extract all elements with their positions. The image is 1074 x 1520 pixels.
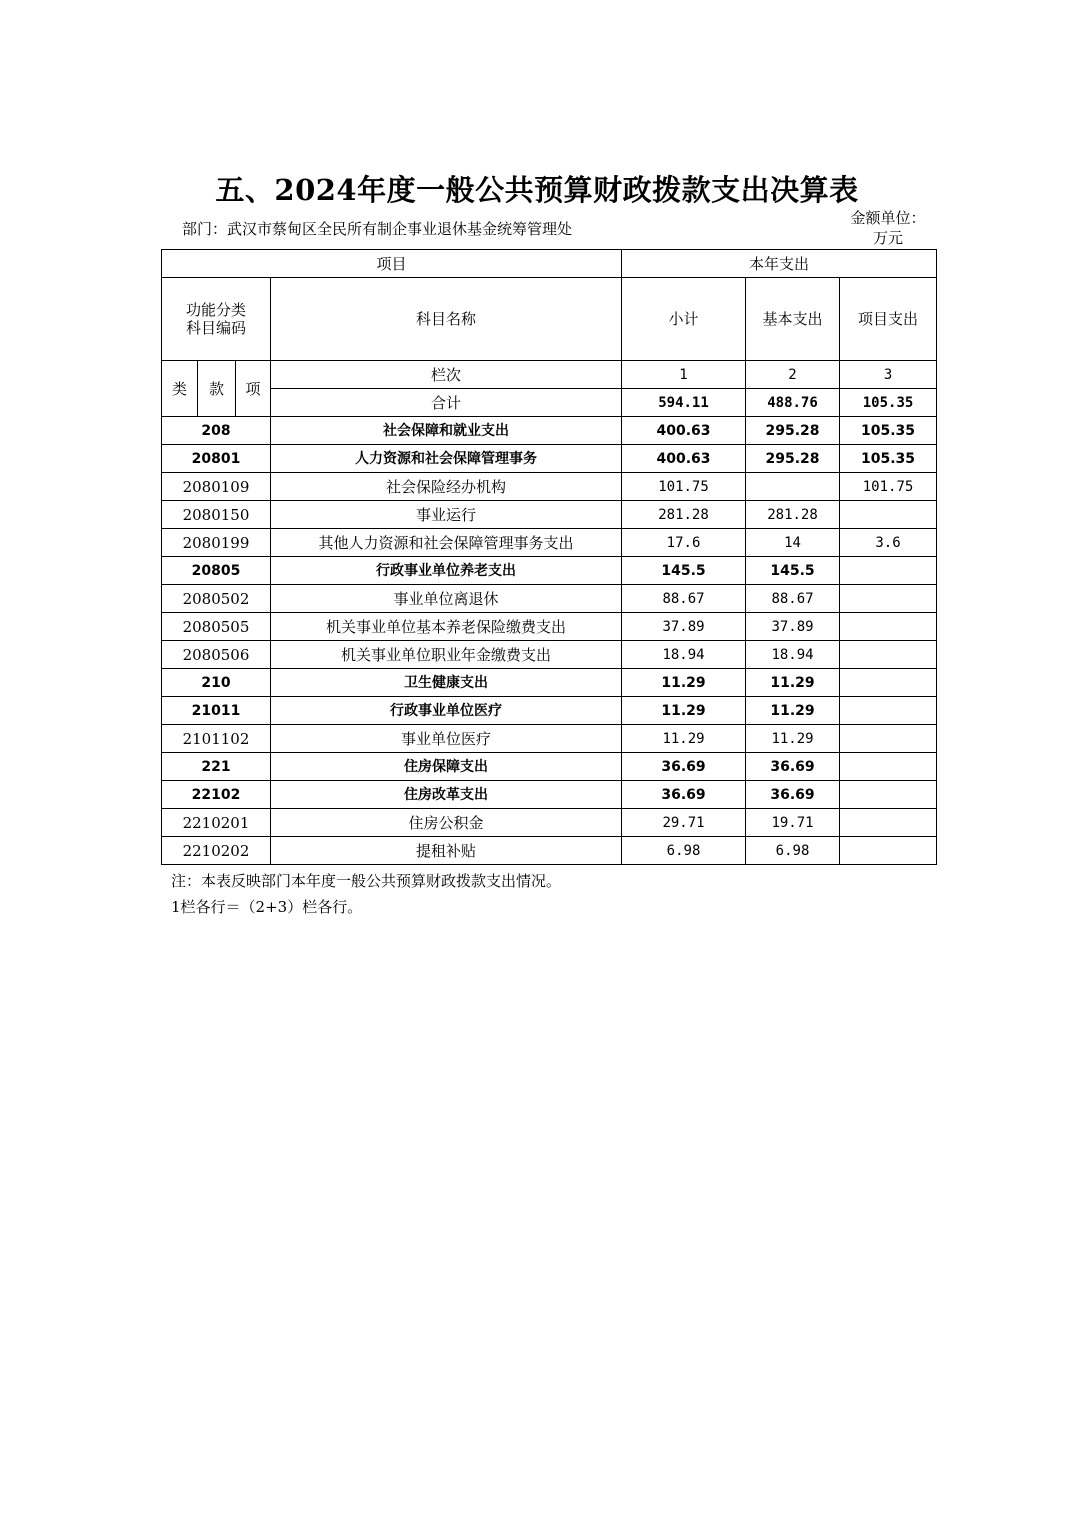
row-code: 2080109	[162, 473, 271, 501]
page-title: 五、2024年度一般公共预算财政拨款支出决算表	[215, 173, 859, 207]
table-row	[162, 669, 937, 697]
header-func-code: 功能分类 科目编码	[162, 278, 271, 361]
department-label: 部门：武汉市蔡甸区全民所有制企事业退休基金统筹管理处	[182, 220, 573, 238]
row-project	[840, 781, 937, 809]
table-row	[162, 641, 937, 669]
row-code: 2080199	[162, 529, 271, 557]
header-kuan: 款	[198, 361, 236, 417]
row-subject-name: 住房改革支出	[271, 781, 622, 809]
row-code: 21011	[162, 697, 271, 725]
row-code: 2080506	[162, 641, 271, 669]
expenditure-table	[161, 249, 937, 865]
table-row	[162, 585, 937, 613]
row-subject-name: 行政事业单位医疗	[271, 697, 622, 725]
table-row	[162, 697, 937, 725]
row-project	[840, 613, 937, 641]
header-lei: 类	[162, 361, 198, 417]
total-row	[162, 389, 937, 417]
row-subtotal: 37.89	[622, 613, 746, 641]
row-project: 101.75	[840, 473, 937, 501]
row-subject-name: 提租补贴	[271, 837, 622, 865]
table-row	[162, 417, 937, 445]
row-project	[840, 585, 937, 613]
row-subtotal: 145.5	[622, 557, 746, 585]
header-subject-name: 科目名称	[271, 278, 622, 361]
header-row-1	[162, 250, 937, 278]
row-subtotal: 400.63	[622, 445, 746, 473]
row-project	[840, 837, 937, 865]
header-column-no: 栏次	[271, 361, 622, 389]
row-basic: 295.28	[746, 417, 840, 445]
row-project	[840, 641, 937, 669]
row-project: 105.35	[840, 445, 937, 473]
table-row	[162, 753, 937, 781]
row-code: 22102	[162, 781, 271, 809]
row-code: 208	[162, 417, 271, 445]
row-subtotal: 11.29	[622, 725, 746, 753]
row-code: 2080502	[162, 585, 271, 613]
notes	[171, 868, 561, 920]
row-subtotal: 36.69	[622, 753, 746, 781]
row-basic: 88.67	[746, 585, 840, 613]
row-project	[840, 557, 937, 585]
row-code: 221	[162, 753, 271, 781]
row-project	[840, 809, 937, 837]
row-project	[840, 725, 937, 753]
row-subject-name: 事业运行	[271, 501, 622, 529]
total-basic: 488.76	[746, 389, 840, 417]
row-subtotal: 11.29	[622, 697, 746, 725]
row-code: 2210201	[162, 809, 271, 837]
row-basic: 36.69	[746, 753, 840, 781]
row-subject-name: 行政事业单位养老支出	[271, 557, 622, 585]
note-line-1: 注：本表反映部门本年度一般公共预算财政拨款支出情况。	[171, 872, 562, 890]
row-code: 2101102	[162, 725, 271, 753]
row-subject-name: 社会保障和就业支出	[271, 417, 622, 445]
total-project: 105.35	[840, 389, 937, 417]
row-subtotal: 400.63	[622, 417, 746, 445]
row-subtotal: 6.98	[622, 837, 746, 865]
amount-unit-value: 万元	[872, 229, 903, 247]
row-basic: 295.28	[746, 445, 840, 473]
row-code: 210	[162, 669, 271, 697]
header-subtotal: 小计	[622, 278, 746, 361]
row-project	[840, 753, 937, 781]
row-subject-name: 事业单位医疗	[271, 725, 622, 753]
table-row	[162, 809, 937, 837]
row-basic: 11.29	[746, 725, 840, 753]
row-subtotal: 281.28	[622, 501, 746, 529]
row-code: 2210202	[162, 837, 271, 865]
row-subject-name: 住房公积金	[271, 809, 622, 837]
header-basic: 基本支出	[746, 278, 840, 361]
amount-unit	[838, 208, 938, 248]
header-xiang: 项	[236, 361, 271, 417]
table-row	[162, 781, 937, 809]
table-row	[162, 473, 937, 501]
row-subject-name: 社会保险经办机构	[271, 473, 622, 501]
row-subtotal: 88.67	[622, 585, 746, 613]
row-subject-name: 机关事业单位基本养老保险缴费支出	[271, 613, 622, 641]
note-line-2: 1栏各行＝（2+3）栏各行。	[171, 898, 363, 916]
row-subtotal: 36.69	[622, 781, 746, 809]
row-project	[840, 501, 937, 529]
row-subtotal: 29.71	[622, 809, 746, 837]
row-code: 2080505	[162, 613, 271, 641]
row-subject-name: 卫生健康支出	[271, 669, 622, 697]
row-project	[840, 697, 937, 725]
row-project: 105.35	[840, 417, 937, 445]
row-code: 2080150	[162, 501, 271, 529]
row-basic: 19.71	[746, 809, 840, 837]
total-label: 合计	[271, 389, 622, 417]
row-basic: 37.89	[746, 613, 840, 641]
row-code: 20801	[162, 445, 271, 473]
header-col-2: 2	[746, 361, 840, 389]
table-row	[162, 557, 937, 585]
row-subtotal: 101.75	[622, 473, 746, 501]
row-subject-name: 事业单位离退休	[271, 585, 622, 613]
total-subtotal: 594.11	[622, 389, 746, 417]
row-basic: 6.98	[746, 837, 840, 865]
row-basic: 11.29	[746, 697, 840, 725]
row-subject-name: 机关事业单位职业年金缴费支出	[271, 641, 622, 669]
row-basic: 36.69	[746, 781, 840, 809]
row-subtotal: 17.6	[622, 529, 746, 557]
row-subject-name: 住房保障支出	[271, 753, 622, 781]
row-basic: 18.94	[746, 641, 840, 669]
row-basic: 11.29	[746, 669, 840, 697]
header-row-2	[162, 278, 937, 361]
row-project: 3.6	[840, 529, 937, 557]
header-project: 项目	[162, 250, 622, 278]
row-basic: 14	[746, 529, 840, 557]
row-basic: 145.5	[746, 557, 840, 585]
row-basic: 281.28	[746, 501, 840, 529]
row-project	[840, 669, 937, 697]
table-row	[162, 501, 937, 529]
table-row	[162, 529, 937, 557]
header-annual-expense: 本年支出	[622, 250, 937, 278]
header-project-expense: 项目支出	[840, 278, 937, 361]
table-row	[162, 725, 937, 753]
row-subtotal: 18.94	[622, 641, 746, 669]
row-subtotal: 11.29	[622, 669, 746, 697]
table-row	[162, 613, 937, 641]
row-subject-name: 人力资源和社会保障管理事务	[271, 445, 622, 473]
header-row-3	[162, 361, 937, 389]
row-code: 20805	[162, 557, 271, 585]
row-subject-name: 其他人力资源和社会保障管理事务支出	[271, 529, 622, 557]
amount-unit-label: 金额单位：	[850, 209, 926, 227]
table-row	[162, 445, 937, 473]
table-row	[162, 837, 937, 865]
row-basic	[746, 473, 840, 501]
header-col-3: 3	[840, 361, 937, 389]
header-col-1: 1	[622, 361, 746, 389]
